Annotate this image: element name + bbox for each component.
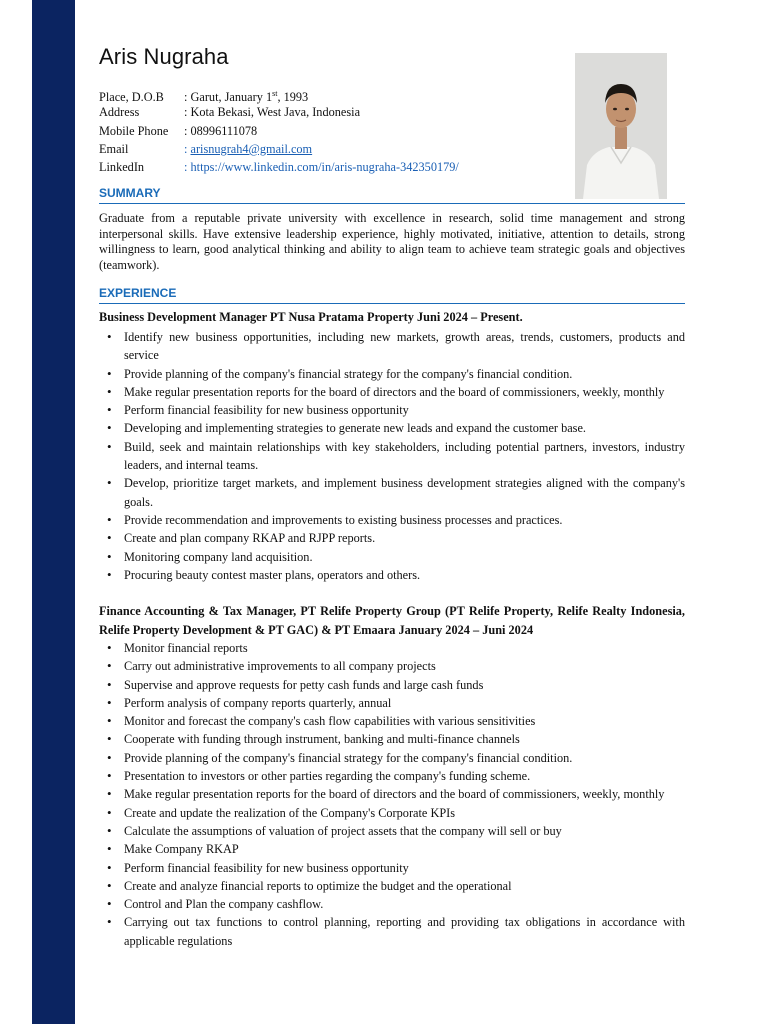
list-item: • Provide planning of the company's financial strategy for the company's financial condition. (99, 365, 685, 383)
contact-row-linkedin (99, 158, 459, 176)
contact-value: : 08996111078 (184, 123, 258, 138)
list-item: • Developing and implementing strategies to generate new leads and expand the customer base. (99, 419, 685, 437)
list-item: • Build, seek and maintain relationships with key stakeholders, including potential partners, investors, industry leaders, and internal teams. (99, 438, 685, 475)
list-item: • Provide planning of the company's financial strategy for the company's financial condition. (99, 749, 685, 767)
list-item: • Monitor and forecast the company's cash flow capabilities with various sensitivities (99, 712, 685, 730)
summary-heading: SUMMARY (99, 186, 685, 204)
profile-photo-illustration (575, 53, 667, 199)
list-item: • Perform analysis of company reports quarterly, annual (99, 694, 685, 712)
list-item: • Make regular presentation reports for the board of directors and the board of commissioners, weekly, monthly (99, 383, 685, 401)
list-item: • Provide recommendation and improvements to existing business processes and practices. (99, 511, 685, 529)
list-item: • Calculate the assumptions of valuation of project assets that the company will sell or buy (99, 822, 685, 840)
profile-photo (575, 53, 667, 199)
job-duties-list (99, 328, 685, 584)
contact-label: Address (99, 105, 140, 120)
contact-row-dob (99, 85, 459, 103)
job-title: Business Development Manager PT Nusa Pratama Property Juni 2024 – Present. (99, 310, 523, 324)
list-item: • Carry out administrative improvements to all company projects (99, 657, 685, 675)
contact-row-address (99, 103, 459, 121)
contact-block (99, 85, 459, 176)
job-title: Finance Accounting & Tax Manager, PT Relife Property Group (PT Relife Property, Relife Realty Indonesia, Relife Property Development & PT GAC) & PT Emaara January 2024 – Juni 2024 (99, 604, 685, 637)
contact-value: : Kota Bekasi, West Java, Indonesia (184, 105, 361, 120)
list-item: • Create and update the realization of the Company's Corporate KPIs (99, 804, 685, 822)
contact-label: Mobile Phone (99, 123, 169, 138)
list-item: • Cooperate with funding through instrument, banking and multi-finance channels (99, 730, 685, 748)
contact-label: Email (99, 141, 129, 156)
list-item: • Monitor financial reports (99, 639, 685, 657)
list-item: • Make regular presentation reports for the board of directors and the board of commissioners, weekly, monthly (99, 785, 685, 803)
list-item: • Create and analyze financial reports to optimize the budget and the operational (99, 877, 685, 895)
list-item: • Presentation to investors or other parties regarding the company's funding scheme. (99, 767, 685, 785)
contact-row-phone (99, 122, 459, 140)
contact-separator: : (184, 160, 191, 175)
contact-label: LinkedIn (99, 160, 145, 175)
contact-value: : Garut, January 1st, 1993 (184, 89, 309, 105)
list-item: • Develop, prioritize target markets, and implement business development strategies aligned with the company's goals. (99, 474, 685, 511)
list-item: • Perform financial feasibility for new business opportunity (99, 859, 685, 877)
sidebar-band (32, 0, 75, 1024)
list-item: • Perform financial feasibility for new business opportunity (99, 401, 685, 419)
list-item: • Identify new business opportunities, including new markets, growth areas, trends, customers, products and service (99, 328, 685, 365)
contact-separator: : (184, 141, 191, 156)
list-item: • Create and plan company RKAP and RJPP reports. (99, 529, 685, 547)
list-item: • Control and Plan the company cashflow. (99, 895, 685, 913)
summary-text: Graduate from a reputable private university with excellence in research, solid time management and strong interpersonal skills. Have extensive leadership experience, highly motivated, initiative, attention to details, strong willingness to learn, good analytical thinking and ability to align team to achieve team strategic goals and objectives (teamwork). (99, 211, 685, 272)
linkedin-link[interactable]: https://www.linkedin.com/in/aris-nugraha-342350179/ (190, 160, 459, 175)
list-item: • Carrying out tax functions to control planning, reporting and providing tax obligations in accordance with applicable regulations (99, 913, 685, 950)
experience-heading: EXPERIENCE (99, 286, 685, 304)
job-duties-list (99, 639, 685, 950)
list-item: • Supervise and approve requests for petty cash funds and large cash funds (99, 676, 685, 694)
list-item: • Make Company RKAP (99, 840, 685, 858)
contact-label: Place, D.O.B (99, 90, 164, 105)
contact-row-email (99, 140, 459, 158)
list-item: • Procuring beauty contest master plans, operators and others. (99, 566, 685, 584)
email-link[interactable]: arisnugrah4@gmail.com (190, 141, 313, 156)
candidate-name: Aris Nugraha (99, 44, 229, 69)
list-item: • Monitoring company land acquisition. (99, 548, 685, 566)
